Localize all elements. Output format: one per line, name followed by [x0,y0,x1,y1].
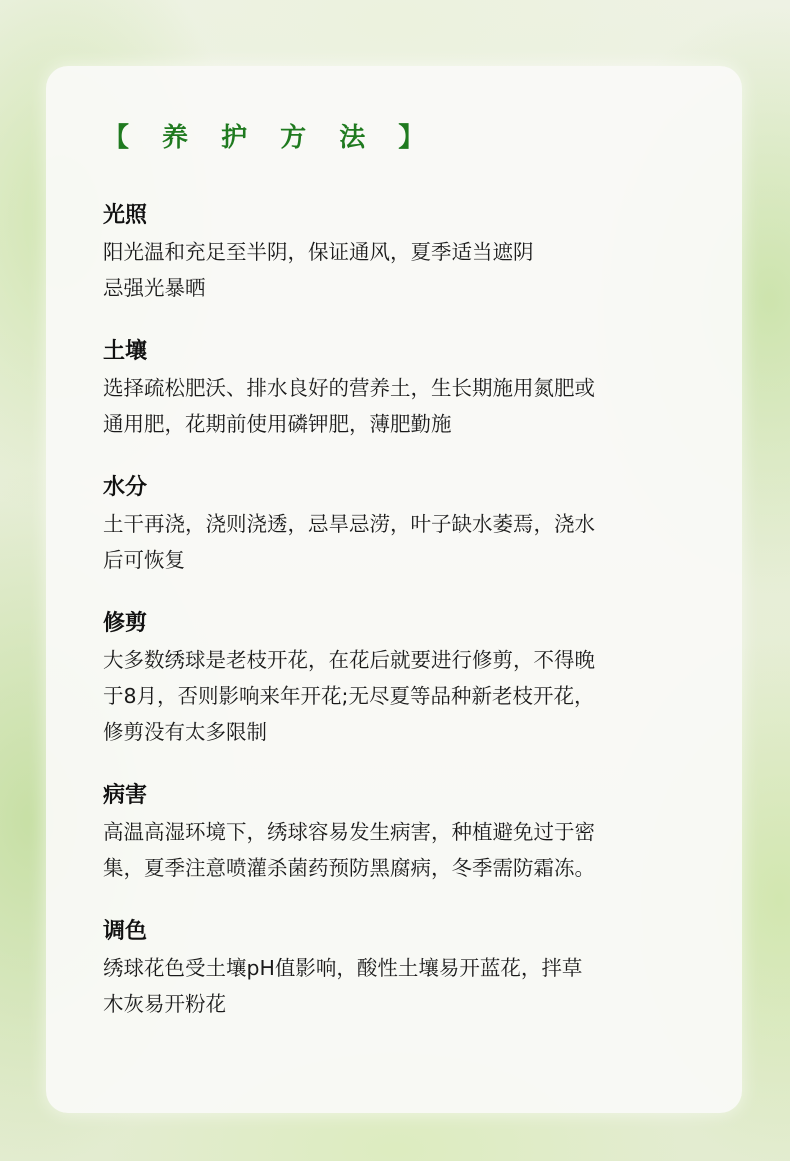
section-text: 忌强光暴晒 [103,276,206,300]
section-text: 修剪没有太多限制 [103,720,267,744]
section-text: 于8月，否则影响来年开花;无尽夏等品种新老枝开花， [103,684,595,708]
care-sections [103,198,703,1050]
section-title: 光照 [103,203,148,228]
section-title: 病害 [103,783,148,808]
section-text: 土干再浇，浇则浇透，忌旱忌涝，叶子缺水萎焉，浇水 [103,512,595,536]
section-title: 修剪 [103,611,148,636]
section-disease [103,778,703,886]
section-title: 土壤 [103,339,148,364]
section-text: 后可恢复 [103,548,185,572]
section-light [103,198,703,306]
section-text: 阳光温和充足至半阴，保证通风，夏季适当遮阴 [103,240,534,264]
section-title: 水分 [103,475,148,500]
section-text: 集，夏季注意喷灌杀菌药预防黑腐病，冬季需防霜冻。 [103,856,595,880]
section-soil [103,334,703,442]
section-text: 选择疏松肥沃、排水良好的营养土，生长期施用氮肥或 [103,376,595,400]
section-color [103,914,703,1022]
section-text: 大多数绣球是老枝开花，在花后就要进行修剪，不得晚 [103,648,595,672]
section-pruning [103,606,703,750]
section-water [103,470,703,578]
section-text: 绣球花色受土壤pH值影响，酸性土壤易开蓝花，拌草 [103,956,583,980]
section-text: 木灰易开粉花 [103,992,226,1016]
care-heading: 【 养 护 方 法 】 [103,123,437,153]
section-text: 通用肥，花期前使用磷钾肥，薄肥勤施 [103,412,452,436]
section-title: 调色 [103,919,148,944]
section-text: 高温高湿环境下，绣球容易发生病害，种植避免过于密 [103,820,595,844]
care-card [46,66,742,1113]
